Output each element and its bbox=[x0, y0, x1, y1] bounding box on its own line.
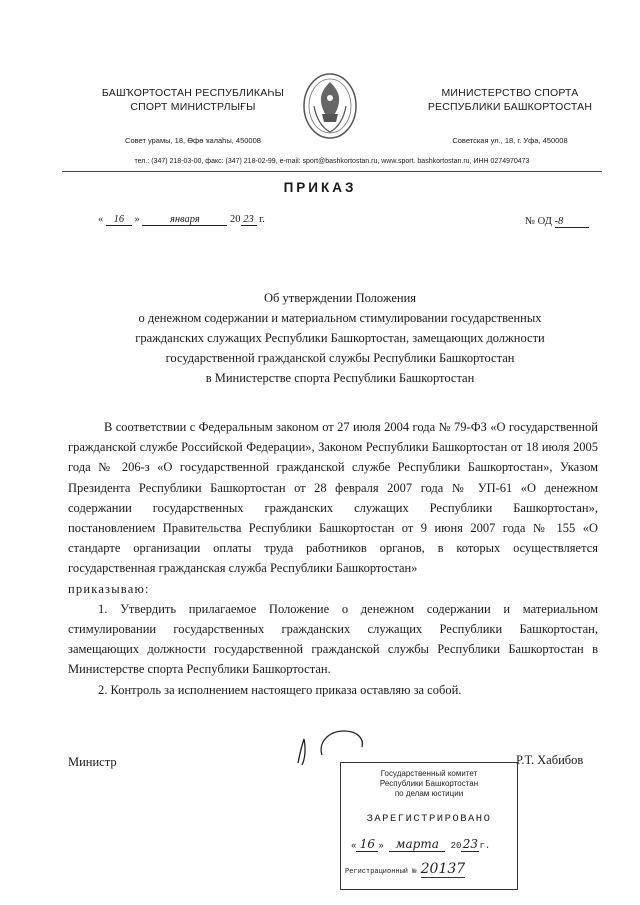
date-close-quote: » bbox=[134, 214, 140, 225]
bashkortostan-emblem-icon bbox=[300, 70, 360, 142]
stamp-year-unit: г. bbox=[479, 841, 491, 851]
date-month: января bbox=[142, 214, 227, 226]
header-left-address: Совет урамы, 18, Өфө ҡалаһы, 450008 bbox=[125, 136, 261, 145]
document-subject bbox=[80, 288, 600, 388]
date-day: 16 bbox=[106, 214, 132, 226]
date-open-quote: « bbox=[98, 214, 104, 225]
stamp-reg-number bbox=[345, 861, 465, 878]
document-title: ПРИКАЗ bbox=[283, 180, 357, 195]
stamp-year-suffix: 23 bbox=[462, 837, 479, 851]
header-left-line1: БАШҠОРТОСТАН РЕСПУБЛИКАҺЫ bbox=[101, 87, 285, 99]
header-left-line2: СПОРТ МИНИСТРЛЫҒЫ bbox=[130, 101, 256, 113]
stamp-date bbox=[351, 837, 490, 852]
header-contacts: тел.: (347) 218-03-00, факс: (347) 218-02-99, e-mail: sport@bashkortostan.ru, www.sport. bashkortostan.ru, ИНН 0274970473 bbox=[134, 158, 530, 165]
stamp-reg-value: 20137 bbox=[420, 861, 466, 877]
stamp-reg-label: Регистрационный № bbox=[345, 868, 417, 876]
body-preamble: В соответствии с Федеральным законом от 27 июля 2004 года № 79-ФЗ «О государственной гражданской службе Российской Федерации», Законом Республики Башкортостан от 18 июля 2005 года № 206-з «О государственной гражданской службе Республики Башкортостан», Указом Президента Республики Башкортостан от 28 февраля 2007 года № УП-61 «О денежном содержании государственных гражданских служащих Республики Башкортостан», постановлением Правительства Республики Башкортостан от 9 июня 2007 года № 155 «О стандарте организации оплаты труда работников органов, в которых осуществляется государственная гражданская служба Республики Башкортостан» bbox=[68, 420, 598, 576]
document-date bbox=[98, 214, 265, 226]
header-divider bbox=[62, 171, 602, 172]
subject-line4: государственной гражданской службы Республики Башкортостан bbox=[165, 351, 515, 365]
signature-name: Р.Т. Хабибов bbox=[516, 753, 584, 767]
header-right-address: Советская ул., 18, г. Уфа, 450008 bbox=[452, 136, 568, 145]
stamp-org-line2: Республики Башкортостан bbox=[379, 779, 479, 788]
header-right-line1: МИНИСТЕРСТВО СПОРТА bbox=[441, 87, 579, 99]
stamp-month: марта bbox=[389, 837, 445, 852]
stamp-day: 16 bbox=[356, 837, 378, 852]
document-body bbox=[68, 417, 598, 700]
subject-line5: в Министерстве спорта Республики Башкортостан bbox=[205, 371, 475, 385]
stamp-org bbox=[341, 769, 517, 799]
stamp-open-quote: « bbox=[351, 841, 357, 851]
date-year-prefix: 20 bbox=[230, 214, 241, 225]
date-year-unit: г. bbox=[259, 214, 265, 225]
subject-line1: Об утверждении Положения bbox=[263, 291, 417, 305]
stamp-registered: ЗАРЕГИСТРИРОВАНО bbox=[366, 813, 492, 825]
stamp-org-line3: по делам юстиции bbox=[394, 789, 464, 798]
signature-position: Министр bbox=[68, 755, 117, 769]
header-right-line2: РЕСПУБЛИКИ БАШКОРТОСТАН bbox=[427, 101, 593, 113]
order-number bbox=[525, 216, 589, 228]
registration-stamp bbox=[340, 762, 518, 890]
header-left-block bbox=[78, 86, 308, 148]
subject-line2: о денежном содержании и материальном стимулировании государственных bbox=[138, 311, 542, 325]
stamp-close-quote: » bbox=[378, 841, 384, 851]
order-number-value: -8 bbox=[555, 216, 589, 228]
order-number-label: № ОД bbox=[525, 216, 552, 227]
subject-line3: гражданских служащих Республики Башкортостан, замещающих должности bbox=[135, 331, 545, 345]
body-order-word: приказываю: bbox=[68, 581, 150, 596]
date-year-suffix: 23 bbox=[241, 214, 257, 226]
stamp-year-prefix: 20 bbox=[450, 841, 462, 851]
stamp-org-line1: Государственный комитет bbox=[380, 769, 478, 778]
body-item-2: 2. Контроль за исполнением настоящего приказа оставляю за собой. bbox=[98, 682, 462, 697]
header-right-block bbox=[395, 86, 625, 148]
body-item-1: 1. Утвердить прилагаемое Положение о денежном содержании и материальном стимулировании государственных гражданских служащих Республики Башкортостан, замещающих должности государственной гражданской службы Республики Башкортостан в Министерстве спорта Республики Башкортостан. bbox=[68, 601, 598, 677]
